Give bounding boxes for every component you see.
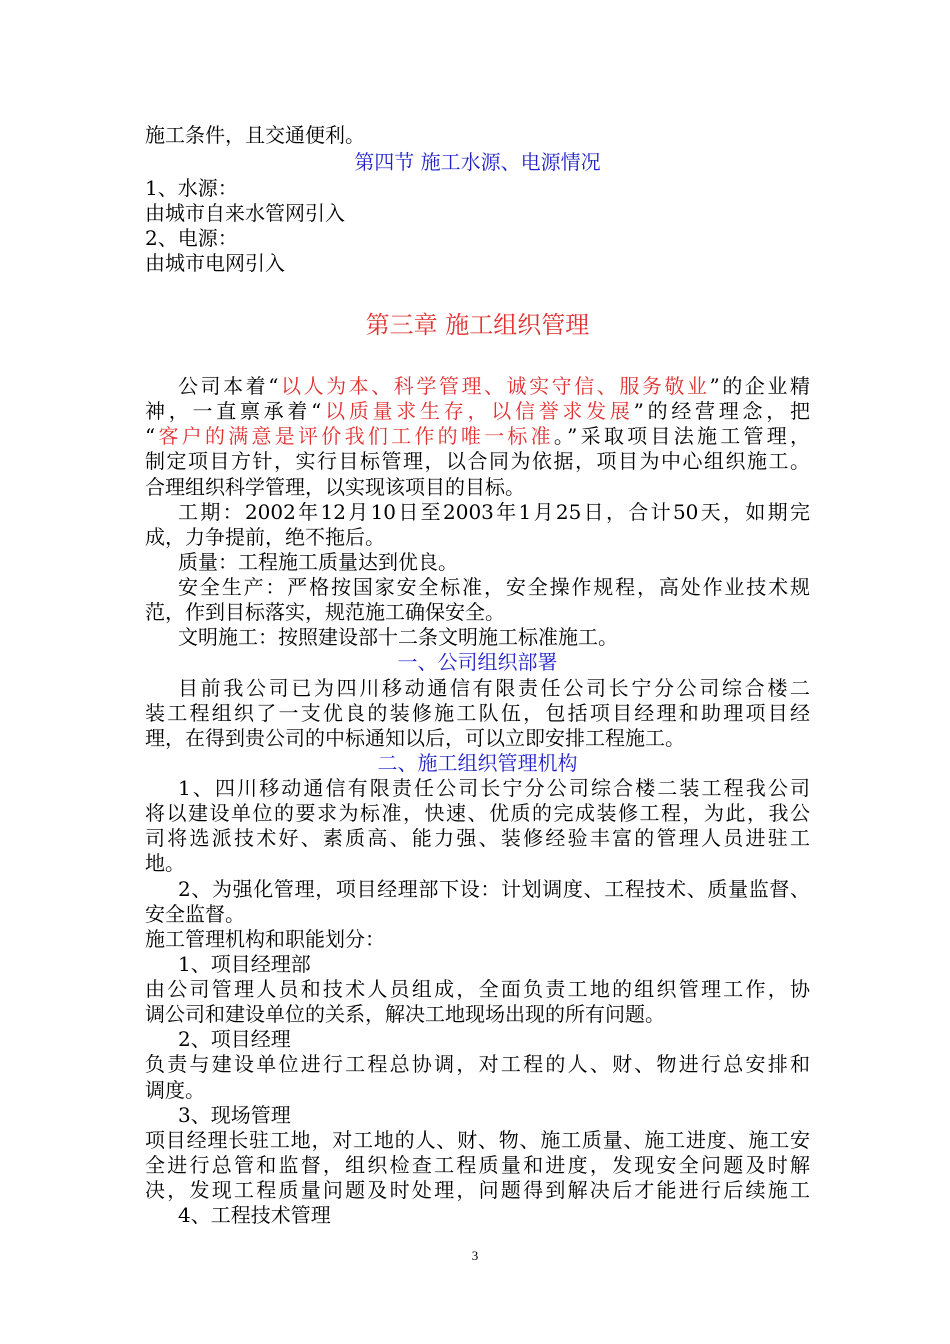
paragraph-line: 全进行总管和监督，组织检查工程质量和进度，发现安全问题及时解 xyxy=(145,1153,810,1177)
paragraph-line: 地。 xyxy=(145,851,185,875)
paragraph-line: 文明施工：按照建设部十二条文明施工标准施工。 xyxy=(178,625,618,649)
list-item: 3、现场管理 xyxy=(178,1103,291,1127)
list-item: 2、项目经理 xyxy=(178,1027,291,1051)
paragraph-line: 成，力争提前，绝不拖后。 xyxy=(145,525,385,549)
paragraph-line xyxy=(145,398,810,424)
highlight-text: 以人为本、科学管理、诚实守信、服务敬业 xyxy=(278,374,710,398)
list-item: 2、电源： xyxy=(145,226,238,250)
section-heading: 一、公司组织部署 xyxy=(397,650,558,674)
paragraph-line: 调公司和建设单位的关系，解决工地现场出现的所有问题。 xyxy=(145,1002,665,1026)
text: “ xyxy=(145,424,156,448)
paragraph-line: 质量：工程施工质量达到优良。 xyxy=(178,550,458,574)
text-line: 施工条件，且交通便利。 xyxy=(145,123,365,147)
paragraph-line: 安全生产：严格按国家安全标准，安全操作规程，高处作业技术规 xyxy=(178,575,810,599)
paragraph-line: 安全监督。 xyxy=(145,902,245,926)
chapter-title: 第三章 施工组织管理 xyxy=(365,311,590,339)
list-item: 4、工程技术管理 xyxy=(178,1203,331,1227)
text-line: 由城市自来水管网引入 xyxy=(145,201,345,225)
paragraph-line: 制定项目方针，实行目标管理，以合同为依据，项目为中心组织施工。 xyxy=(145,449,810,473)
paragraph-line: 决，发现工程质量问题及时处理，问题得到解决后才能进行后续施工 xyxy=(145,1178,810,1202)
paragraph-line xyxy=(145,423,810,449)
highlight-text: 客户的满意是评价我们工作的唯一标准 xyxy=(155,424,554,448)
paragraph-line: 目前我公司已为四川移动通信有限责任公司长宁分公司综合楼二 xyxy=(178,676,810,700)
text: 。”采取项目法施工管理， xyxy=(553,424,811,448)
paragraph-line: 2、为强化管理，项目经理部下设：计划调度、工程技术、质量监督、 xyxy=(178,877,810,901)
page-number: 3 xyxy=(471,1248,479,1263)
paragraph-line: 项目经理长驻工地，对工地的人、财、物、施工质量、施工进度、施工安 xyxy=(145,1128,810,1152)
paragraph-line: 装工程组织了一支优良的装修施工队伍，包括项目经理和助理项目经 xyxy=(145,701,810,725)
text: ”的经营理念，把 xyxy=(633,399,810,423)
text: 神，一直禀承着“ xyxy=(145,399,322,423)
paragraph-line: 工期：2002年12月10日至2003年1月25日，合计50天，如期完 xyxy=(178,500,810,524)
paragraph-line: 施工管理机构和职能划分： xyxy=(145,927,385,951)
paragraph-line: 将以建设单位的要求为标准，快速、优质的完成装修工程，为此，我公 xyxy=(145,801,810,825)
paragraph-line: 理，在得到贵公司的中标通知以后，可以立即安排工程施工。 xyxy=(145,726,685,750)
text-line: 由城市电网引入 xyxy=(145,251,285,275)
highlight-text: 以质量求生存，以信誉求发展 xyxy=(321,399,634,423)
paragraph-line: 范，作到目标落实，规范施工确保安全。 xyxy=(145,600,505,624)
paragraph-line: 由公司管理人员和技术人员组成，全面负责工地的组织管理工作，协 xyxy=(145,977,810,1001)
section-heading: 第四节 施工水源、电源情况 xyxy=(354,150,601,174)
paragraph-line: 调度。 xyxy=(145,1078,205,1102)
paragraph-line: 合理组织科学管理，以实现该项目的目标。 xyxy=(145,475,525,499)
text: ”的企业精 xyxy=(709,374,810,398)
paragraph-line xyxy=(178,373,810,399)
list-item: 1、水源： xyxy=(145,176,238,200)
list-item: 1、项目经理部 xyxy=(178,952,311,976)
text: 公司本着“ xyxy=(178,374,279,398)
paragraph-line: 负责与建设单位进行工程总协调，对工程的人、财、物进行总安排和 xyxy=(145,1052,810,1076)
paragraph-line: 司将选派技术好、素质高、能力强、装修经验丰富的管理人员进驻工 xyxy=(145,826,810,850)
section-heading: 二、施工组织管理机构 xyxy=(377,751,578,775)
paragraph-line: 1、四川移动通信有限责任公司长宁分公司综合楼二装工程我公司 xyxy=(178,776,810,800)
